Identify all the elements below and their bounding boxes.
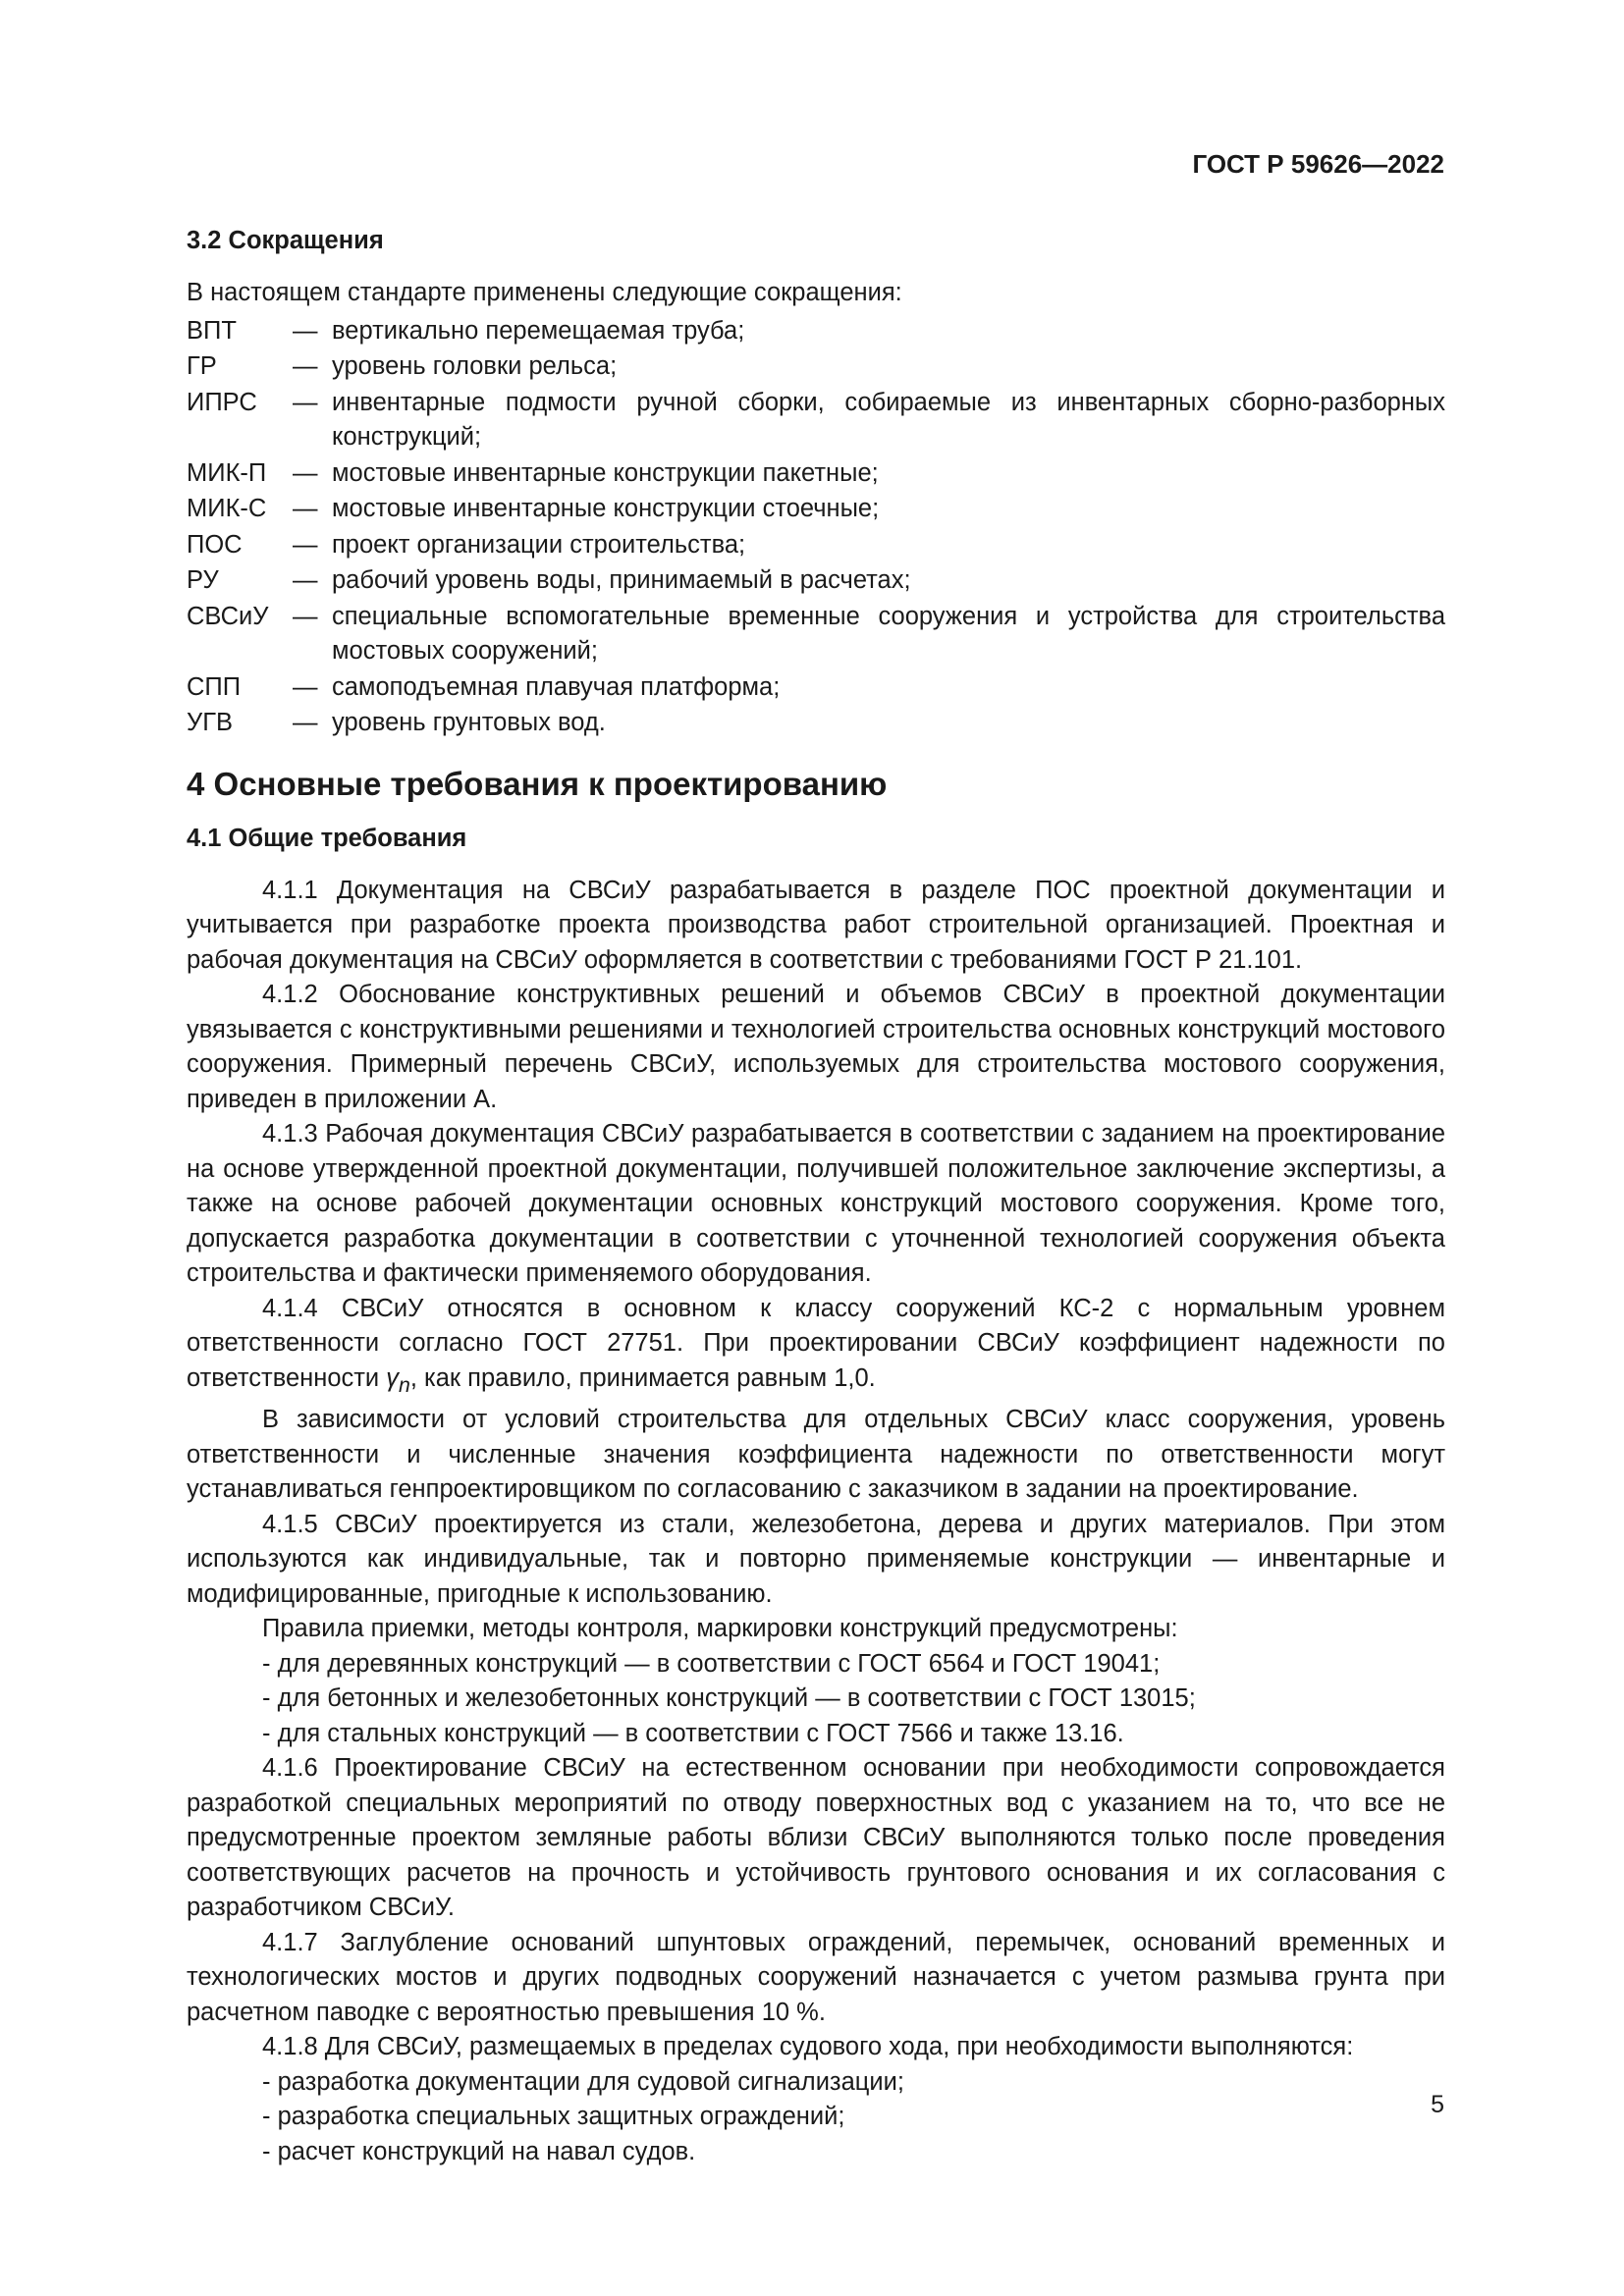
abbreviation-item <box>187 528 1445 563</box>
list-item: - разработка документации для судовой сигнализации; <box>262 2067 904 2096</box>
abbreviation-definition: уровень грунтовых вод. <box>332 709 606 736</box>
abbreviation-dash: — <box>293 709 318 736</box>
abbreviation-dash: — <box>293 495 318 522</box>
abbreviation-item <box>187 600 1445 669</box>
abbreviation-dash: — <box>293 566 318 594</box>
paragraph-4-1-4 <box>187 1292 1445 1404</box>
abbreviation-item <box>187 492 1445 527</box>
abbreviation-definition: мостовые инвентарные конструкции стоечные; <box>332 495 880 522</box>
abbreviation-dash: — <box>293 602 318 630</box>
abbreviation-list <box>187 314 1445 741</box>
paragraph-4-1-3: 4.1.3 Рабочая документация СВСиУ разрабатывается в соответствии с заданием на проектирование на основе утвержденной проектной документации, получившей положительное заключение экспертизы, а также на основе рабочей документации основных конструкций мостового сооружения. Кроме того, допускается разработка документации в соответствии с уточненной технологией сооружения объекта строительства и фактически применяемого оборудования. <box>187 1120 1445 1287</box>
abbreviation-code: УГВ <box>187 709 234 736</box>
paragraph-4-1-6: 4.1.6 Проектирование СВСиУ на естественном основании при необходимости сопровождается разработкой специальных мероприятий по отводу поверхностных вод с указанием на то, что все не предусмотренные проектом земляные работы вблизи СВСиУ выполняются только после проведения соответствующих расчетов на прочность и устойчивость грунтового основания и их согласования с разработчиком СВСиУ. <box>187 1754 1445 1922</box>
paragraph-4-1-5-rules: Правила приемки, методы контроля, маркировки конструкций предусмотрены: <box>262 1615 1178 1643</box>
abbreviation-item <box>187 456 1445 492</box>
document-id: ГОСТ Р 59626—2022 <box>1192 149 1444 179</box>
paragraph-4-1-4-text: 4.1.4 СВСиУ относятся в основном к классу сооружений КС-2 с нормальным уровнем ответственности согласно ГОСТ 27751. При проектировании СВСиУ коэффициент надежности по ответственности <box>187 1294 1445 1392</box>
section-4-1-title: 4.1 Общие требования <box>187 824 467 852</box>
abbreviation-dash: — <box>293 530 318 559</box>
abbreviation-definition: самоподъемная плавучая платформа; <box>332 672 781 701</box>
abbreviation-item <box>187 349 1445 385</box>
abbreviation-code: СВСиУ <box>187 602 269 630</box>
page-content <box>187 224 1445 2169</box>
abbreviation-dash: — <box>293 316 318 345</box>
paragraph-4-1-2: 4.1.2 Обоснование конструктивных решений и объемов СВСиУ в проектной документации увязывается с конструктивными решениями и технологией строительства основных конструкций мостового сооружения. Примерный перечень СВСиУ, используемых для строительства мостового сооружения, приведен в приложении А. <box>187 981 1445 1113</box>
section-4-title: 4 Основные требования к проектированию <box>187 765 888 802</box>
abbreviation-definition: специальные вспомогательные временные сооружения и устройства для строительства мостовых сооружений; <box>332 602 1445 665</box>
abbreviation-dash: — <box>293 672 318 701</box>
page-number: 5 <box>1431 2091 1444 2118</box>
paragraph-4-1-1: 4.1.1 Документация на СВСиУ разрабатывается в разделе ПОС проектной документации и учитывается при разработке проекта производства работ строительной организацией. Проектная и рабочая документация на СВСиУ оформляется в соответствии с требованиями ГОСТ Р 21.101. <box>187 876 1445 974</box>
paragraph-4-1-4-continuation: В зависимости от условий строительства для отдельных СВСиУ класс сооружения, уровень ответственности и численные значения коэффициента надежности по ответственности могут устанавливаться генпроектировщиком по согласованию с заказчиком в задании на проектирование. <box>187 1406 1445 1504</box>
abbreviation-code: СПП <box>187 672 242 701</box>
abbreviation-item <box>187 314 1445 349</box>
abbreviation-code: МИК-С <box>187 495 267 522</box>
abbreviation-item <box>187 563 1445 599</box>
section-3-2-title: 3.2 Сокращения <box>187 227 384 254</box>
paragraph-4-1-8: 4.1.8 Для СВСиУ, размещаемых в пределах судового хода, при необходимости выполняются: <box>262 2033 1354 2061</box>
abbreviation-dash: — <box>293 388 318 416</box>
abbreviation-item <box>187 670 1445 706</box>
list-item: - для деревянных конструкций — в соответствии с ГОСТ 6564 и ГОСТ 19041; <box>262 1649 1161 1678</box>
gamma-subscript: n <box>399 1372 410 1397</box>
abbreviation-definition: уровень головки рельса; <box>332 352 618 380</box>
list-item: - для бетонных и железобетонных конструкций — в соответствии с ГОСТ 13015; <box>262 1684 1196 1713</box>
abbreviations-intro: В настоящем стандарте применены следующие сокращения: <box>187 279 902 306</box>
abbreviation-item <box>187 386 1445 455</box>
abbreviation-code: МИК-П <box>187 458 267 487</box>
abbreviation-dash: — <box>293 352 318 380</box>
gamma-symbol: γ <box>386 1363 400 1392</box>
list-item: - расчет конструкций на навал судов. <box>262 2137 696 2165</box>
abbreviation-code: ИПРС <box>187 388 257 416</box>
paragraph-4-1-5: 4.1.5 СВСиУ проектируется из стали, железобетона, дерева и других материалов. При этом используются как индивидуальные, так и повторно применяемые конструкции — инвентарные и модифицированные, пригодные к использованию. <box>187 1510 1445 1608</box>
list-item: - для стальных конструкций — в соответствии с ГОСТ 7566 и также 13.16. <box>262 1719 1124 1747</box>
abbreviation-dash: — <box>293 458 318 487</box>
abbreviation-item <box>187 706 1445 741</box>
abbreviation-definition: инвентарные подмости ручной сборки, собираемые из инвентарных сборно-разборных конструкций; <box>332 388 1445 451</box>
abbreviation-code: ВПТ <box>187 316 237 345</box>
paragraph-4-1-4-end: , как правило, принимается равным 1,0. <box>409 1363 876 1392</box>
abbreviation-code: ПОС <box>187 530 243 559</box>
abbreviation-definition: рабочий уровень воды, принимаемый в расчетах; <box>332 566 911 594</box>
abbreviation-definition: проект организации строительства; <box>332 530 746 559</box>
list-item: - разработка специальных защитных ограждений; <box>262 2103 845 2131</box>
paragraph-4-1-7: 4.1.7 Заглубление оснований шпунтовых ограждений, перемычек, оснований временных и технологических мостов и других подводных сооружений назначается с учетом размыва грунта при расчетном паводке с вероятностью превышения 10 %. <box>187 1928 1445 2026</box>
abbreviation-definition: мостовые инвентарные конструкции пакетные; <box>332 458 879 487</box>
abbreviation-code: ГР <box>187 352 217 380</box>
abbreviation-code: РУ <box>187 566 219 594</box>
abbreviation-definition: вертикально перемещаемая труба; <box>332 316 745 345</box>
